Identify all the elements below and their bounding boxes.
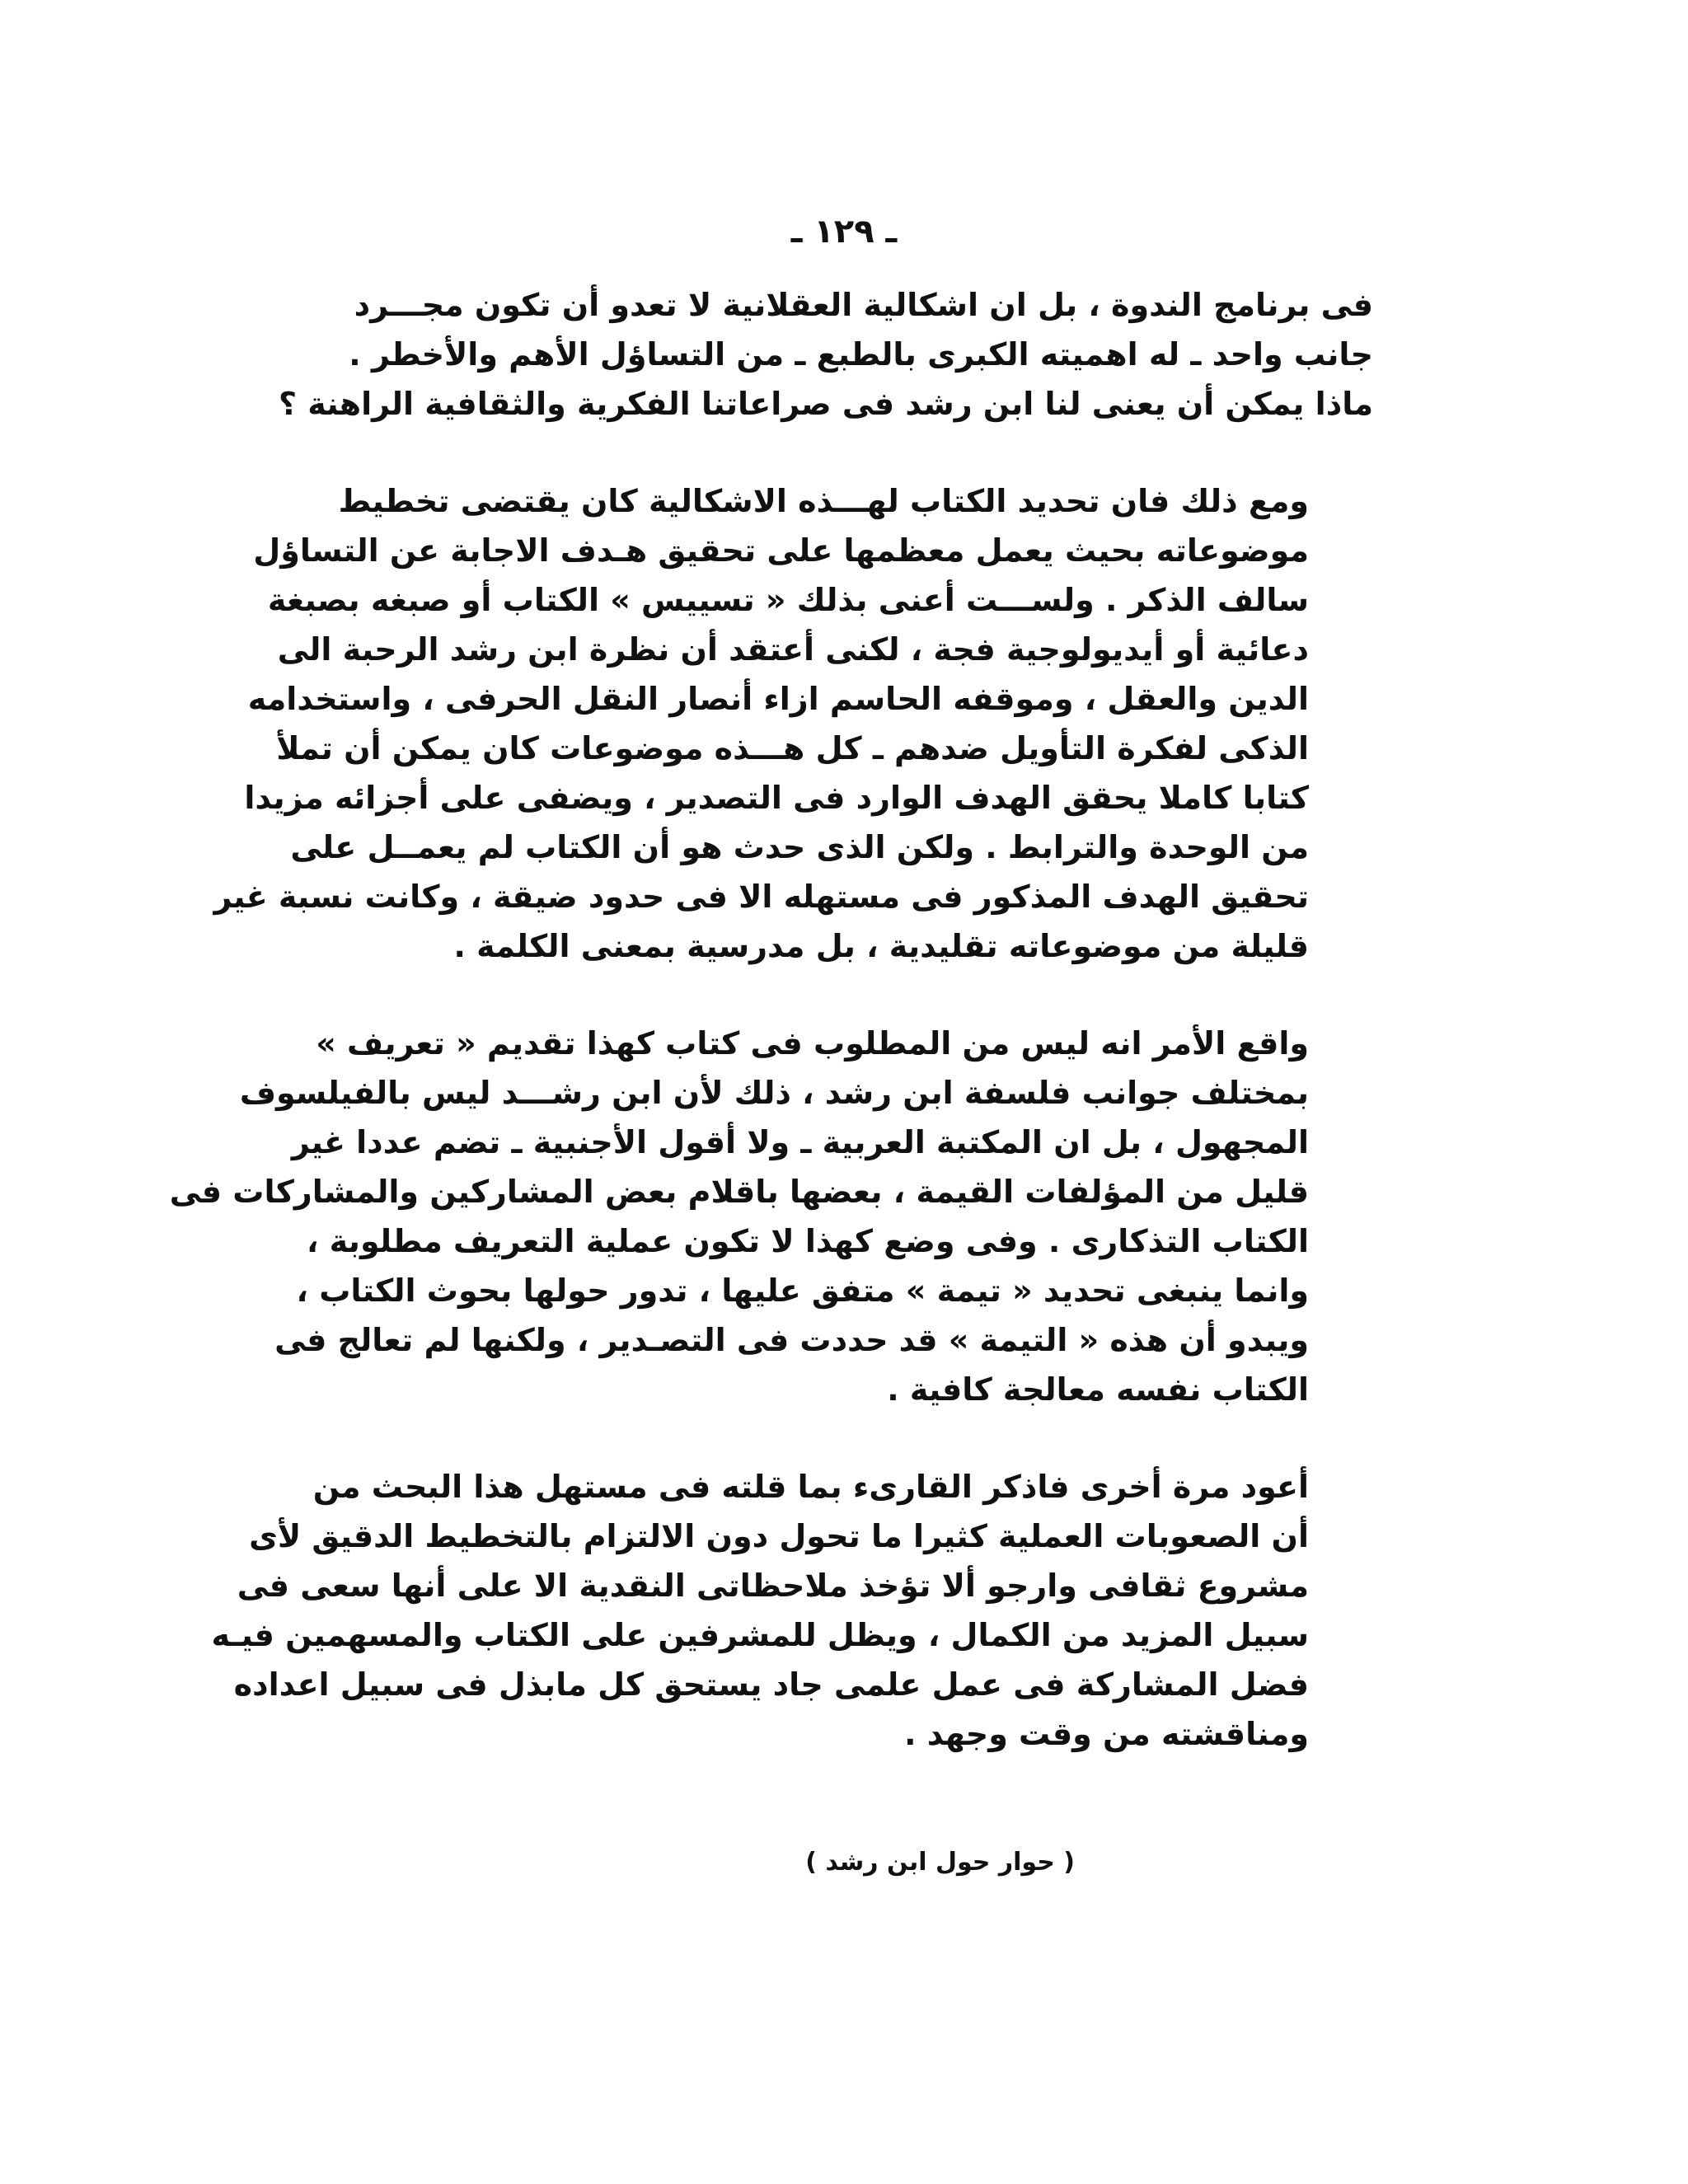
text-line: من الوحدة والترابط . ولكن الذى حدث هو أن الكتاب لم يعمــل على bbox=[290, 829, 1309, 865]
text-line: سالف الذكر . ولســـت أعنى بذلك « تسييس » الكتاب أو صبغه بصبغة bbox=[267, 582, 1309, 618]
text-line: بمختلف جوانب فلسفة ابن رشد ، ذلك لأن ابن رشـــد ليس بالفيلسوف bbox=[239, 1075, 1309, 1111]
paragraph bbox=[211, 1462, 1373, 1759]
text-line: الذكى لفكرة التأويل ضدهم ـ كل هـــذه موضوعات كان يمكن أن تملأ bbox=[276, 730, 1309, 766]
text-line: أن الصعوبات العملية كثيرا ما تحول دون الالتزام بالتخطيط الدقيق لأى bbox=[249, 1518, 1309, 1554]
paragraph bbox=[169, 1019, 1373, 1414]
text-line: تحقيق الهدف المذكور فى مستهله الا فى حدود ضيقة ، وكانت نسبة غير bbox=[213, 879, 1309, 915]
text-line: الكتاب نفسه معالجة كافية . bbox=[887, 1371, 1309, 1408]
text-line: كتابا كاملا يحقق الهدف الوارد فى التصدير ، ويضفى على أجزائه مزيدا bbox=[244, 780, 1309, 816]
text-line: ماذا يمكن أن يعنى لنا ابن رشد فى صراعاتنا الفكرية والثقافية الراهنة ؟ bbox=[278, 386, 1373, 422]
text-line: مشروع ثقافى وارجو ألا تؤخذ ملاحظاتى النقدية الا على أنها سعى فى bbox=[237, 1568, 1309, 1604]
text-line: موضوعاته بحيث يعمل معظمها على تحقيق هـدف الاجابة عن التساؤل bbox=[253, 532, 1309, 569]
text-line: سبيل المزيد من الكمال ، ويظل للمشرفين على الكتاب والمسهمين فيـه bbox=[211, 1617, 1309, 1653]
text-line: دعائية أو أيديولوجية فجة ، لكنى أعتقد أن نظرة ابن رشد الرحبة الى bbox=[277, 631, 1309, 668]
body-text bbox=[169, 280, 1373, 1807]
text-line: قليلة من موضوعاته تقليدية ، بل مدرسية بمعنى الكلمة . bbox=[453, 928, 1309, 964]
text-line: ومناقشته من وقت وجهد . bbox=[904, 1716, 1309, 1752]
text-line: جانب واحد ـ له اهميته الكبرى بالطبع ـ من التساؤل الأهم والأخطر . bbox=[349, 336, 1373, 373]
text-line: ويبدو أن هذه « التيمة » قد حددت فى التصـدير ، ولكنها لم تعالج فى bbox=[274, 1322, 1309, 1358]
text-line: فضل المشاركة فى عمل علمى جاد يستحق كل مابذل فى سبيل اعداده bbox=[233, 1666, 1309, 1703]
text-line: فى برنامج الندوة ، بل ان اشكالية العقلانية لا تعدو أن تكون مجـــرد bbox=[354, 287, 1373, 323]
text-line: قليل من المؤلفات القيمة ، بعضها باقلام بعض المشاركين والمشاركات فى bbox=[169, 1174, 1309, 1210]
paragraph bbox=[213, 476, 1373, 971]
text-line: المجهول ، بل ان المكتبة العربية ـ ولا أقول الأجنبية ـ تضم عددا غير bbox=[291, 1124, 1309, 1160]
text-line: الكتاب التذكارى . وفى وضع كهذا لا تكون عملية التعريف مطلوبة ، bbox=[306, 1223, 1309, 1259]
paragraph bbox=[278, 280, 1373, 429]
text-line: الدين والعقل ، وموقفه الحاسم ازاء أنصار النقل الحرفى ، واستخدامه bbox=[247, 681, 1309, 717]
text-line: أعود مرة أخرى فاذكر القارىء بما قلته فى مستهل هذا البحث من bbox=[312, 1469, 1309, 1505]
source-note: ( حوار حول ابن رشد ) bbox=[805, 1848, 1075, 1877]
page-number: ـ ١٢٩ ـ bbox=[790, 213, 898, 251]
text-line: وانما ينبغى تحديد « تيمة » متفق عليها ، تدور حولها بحوث الكتاب ، bbox=[296, 1272, 1309, 1309]
text-line: واقع الأمر انه ليس من المطلوب فى كتاب كهذا تقديم « تعريف » bbox=[316, 1025, 1309, 1062]
text-line: ومع ذلك فان تحديد الكتاب لهـــذه الاشكالية كان يقتضى تخطيط bbox=[338, 483, 1309, 519]
